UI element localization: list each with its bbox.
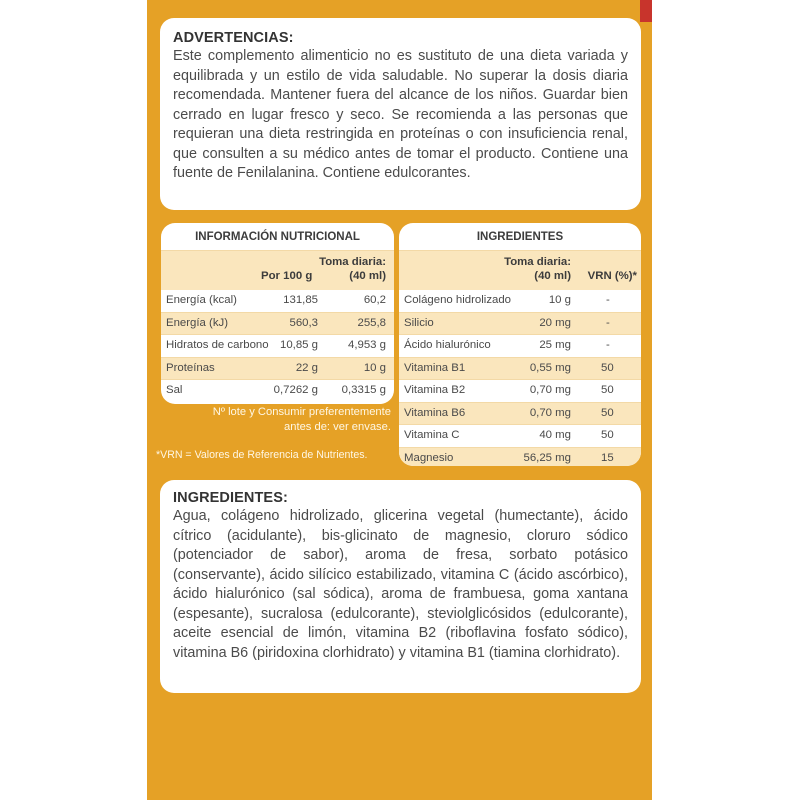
ingredient-row-vrn: - — [606, 294, 610, 306]
lot-note-line2: antes de: ver envase. — [284, 421, 391, 433]
ingredient-row-name: Colágeno hidrolizado — [404, 294, 512, 306]
lot-note-line1: Nº lote y Consumir preferentemente — [212, 406, 391, 418]
nutrition-row-name: Sal — [166, 384, 183, 396]
ingredients-col-vrn: VRN (%)* — [587, 270, 637, 282]
nutrition-row — [161, 358, 394, 381]
nutrition-row — [161, 335, 394, 358]
ingredient-row-daily: 0,70 mg — [529, 406, 571, 419]
nutrition-col-per100: Por 100 g — [261, 270, 313, 282]
ingredients-column-header — [399, 251, 641, 290]
ingredient-row-daily: 40 mg — [539, 429, 571, 441]
ingredient-row — [399, 313, 641, 336]
nutrition-row-daily: 10 g — [363, 361, 386, 374]
ingredient-row-name: Magnesio — [404, 451, 454, 464]
nutrition-column-header — [161, 251, 394, 290]
ingredient-row-vrn: 50 — [601, 361, 614, 374]
ingredients-text: Agua, colágeno hidrolizado, glicerina vegetal (humectante), ácido cítrico (acidulante), bis-glicinato de magnesio, cloruro sódico (potenciador de sabor), aroma de fresa, sorbato potásico (conservante), ácido silícico estabilizado, vitamina C (ácido ascórbico), ácido hialurónico (sal sódica), aroma de frambuesa, goma xantana (espesante), sucralosa (edulcorante), steviolglicósidos (edulcorante), aceite esencial de limón, vitamina B2 (riboflavina fosfato sódico), vitamina B6 (piridoxina clorhidrato) y vitamina B1 (tiamina clorhidrato). — [173, 508, 628, 661]
nutrition-row-name: Energía (kJ) — [166, 316, 229, 329]
nutrition-row-per100: 22 g — [295, 361, 318, 374]
ingredient-row-name: Vitamina B2 — [404, 384, 466, 396]
ingredient-row-daily: 10 g — [548, 294, 571, 306]
ingredient-row-name: Vitamina C — [404, 429, 460, 441]
accent-strip — [640, 0, 652, 22]
ingredient-row — [399, 425, 641, 448]
nutrition-table-title: INFORMACIÓN NUTRICIONAL — [161, 223, 394, 251]
ingredient-row-daily: 25 mg — [539, 339, 571, 351]
nutrition-row — [161, 313, 394, 336]
ingredient-row — [399, 358, 641, 381]
nutrition-row-per100: 560,3 — [289, 316, 318, 329]
ingredient-row-name: Vitamina B1 — [404, 361, 466, 374]
ingredient-row-daily: 0,70 mg — [529, 384, 571, 396]
nutrition-row-name: Energía (kcal) — [166, 294, 237, 306]
ingredient-row-daily: 20 mg — [539, 316, 571, 329]
nutrition-row — [161, 380, 394, 402]
ingredient-row-daily: 0,55 mg — [529, 361, 571, 374]
ingredient-row-vrn: 50 — [601, 406, 614, 419]
ingredient-row-name: Ácido hialurónico — [404, 339, 491, 351]
warnings-panel — [160, 18, 641, 210]
ingredient-row — [399, 290, 641, 313]
ingredient-row — [399, 380, 641, 403]
ingredients-title: INGREDIENTES: — [173, 490, 288, 506]
warnings-title: ADVERTENCIAS: — [173, 30, 294, 46]
warnings-text: Este complemento alimenticio no es sustituto de una dieta variada y equilibrada y un estilo de vida saludable. No superar la dosis diaria recomendada. Mantener fuera del alcance de los niños. Guardar bien cerrado en lugar fresco y seco. Se recomienda a las personas que requieran una dieta restringida en proteínas o con insuficiencia renal, que consulten a su médico antes de tomar el producto. Contiene una fuente de Fenilalanina. Contiene edulcorantes. — [173, 48, 628, 181]
nutrition-col-daily-line2: (40 ml) — [349, 270, 386, 282]
nutrition-row-per100: 0,7262 g — [273, 384, 318, 396]
ingredient-row — [399, 335, 641, 358]
lot-note — [166, 405, 391, 435]
ingredient-row-name: Silicio — [404, 316, 434, 329]
nutrition-row-daily: 255,8 — [357, 316, 386, 329]
nutrition-row-daily: 4,953 g — [347, 339, 386, 351]
ingredient-row-daily: 56,25 mg — [523, 451, 571, 464]
ingredient-row — [399, 403, 641, 426]
ingredient-row-vrn: 50 — [601, 384, 614, 396]
ingredients-table-title: INGREDIENTES — [399, 223, 641, 251]
ingredients-table — [399, 223, 641, 466]
nutrition-col-daily-line1: Toma diaria: — [319, 256, 386, 268]
nutrition-row — [161, 290, 394, 313]
nutrition-row-per100: 10,85 g — [279, 339, 318, 351]
nutrition-row-per100: 131,85 — [283, 294, 318, 306]
ingredient-row — [399, 448, 641, 467]
nutrition-table — [161, 223, 394, 404]
ingredient-row-vrn: 15 — [601, 451, 614, 464]
vrn-note: *VRN = Valores de Referencia de Nutrientes. — [156, 449, 368, 461]
ingredient-row-vrn: - — [606, 316, 610, 329]
nutrition-row-name: Hidratos de carbono — [166, 339, 269, 351]
nutrition-row-daily: 60,2 — [363, 294, 386, 306]
ingredient-row-vrn: - — [606, 339, 610, 351]
ingredients-panel — [160, 480, 641, 693]
ingredient-row-name: Vitamina B6 — [404, 406, 466, 419]
nutrition-row-name: Proteínas — [166, 361, 215, 374]
nutrition-row-daily: 0,3315 g — [341, 384, 386, 396]
ingredients-col-daily-line2: (40 ml) — [534, 270, 571, 282]
ingredients-col-daily-line1: Toma diaria: — [504, 256, 571, 268]
ingredient-row-vrn: 50 — [601, 429, 614, 441]
